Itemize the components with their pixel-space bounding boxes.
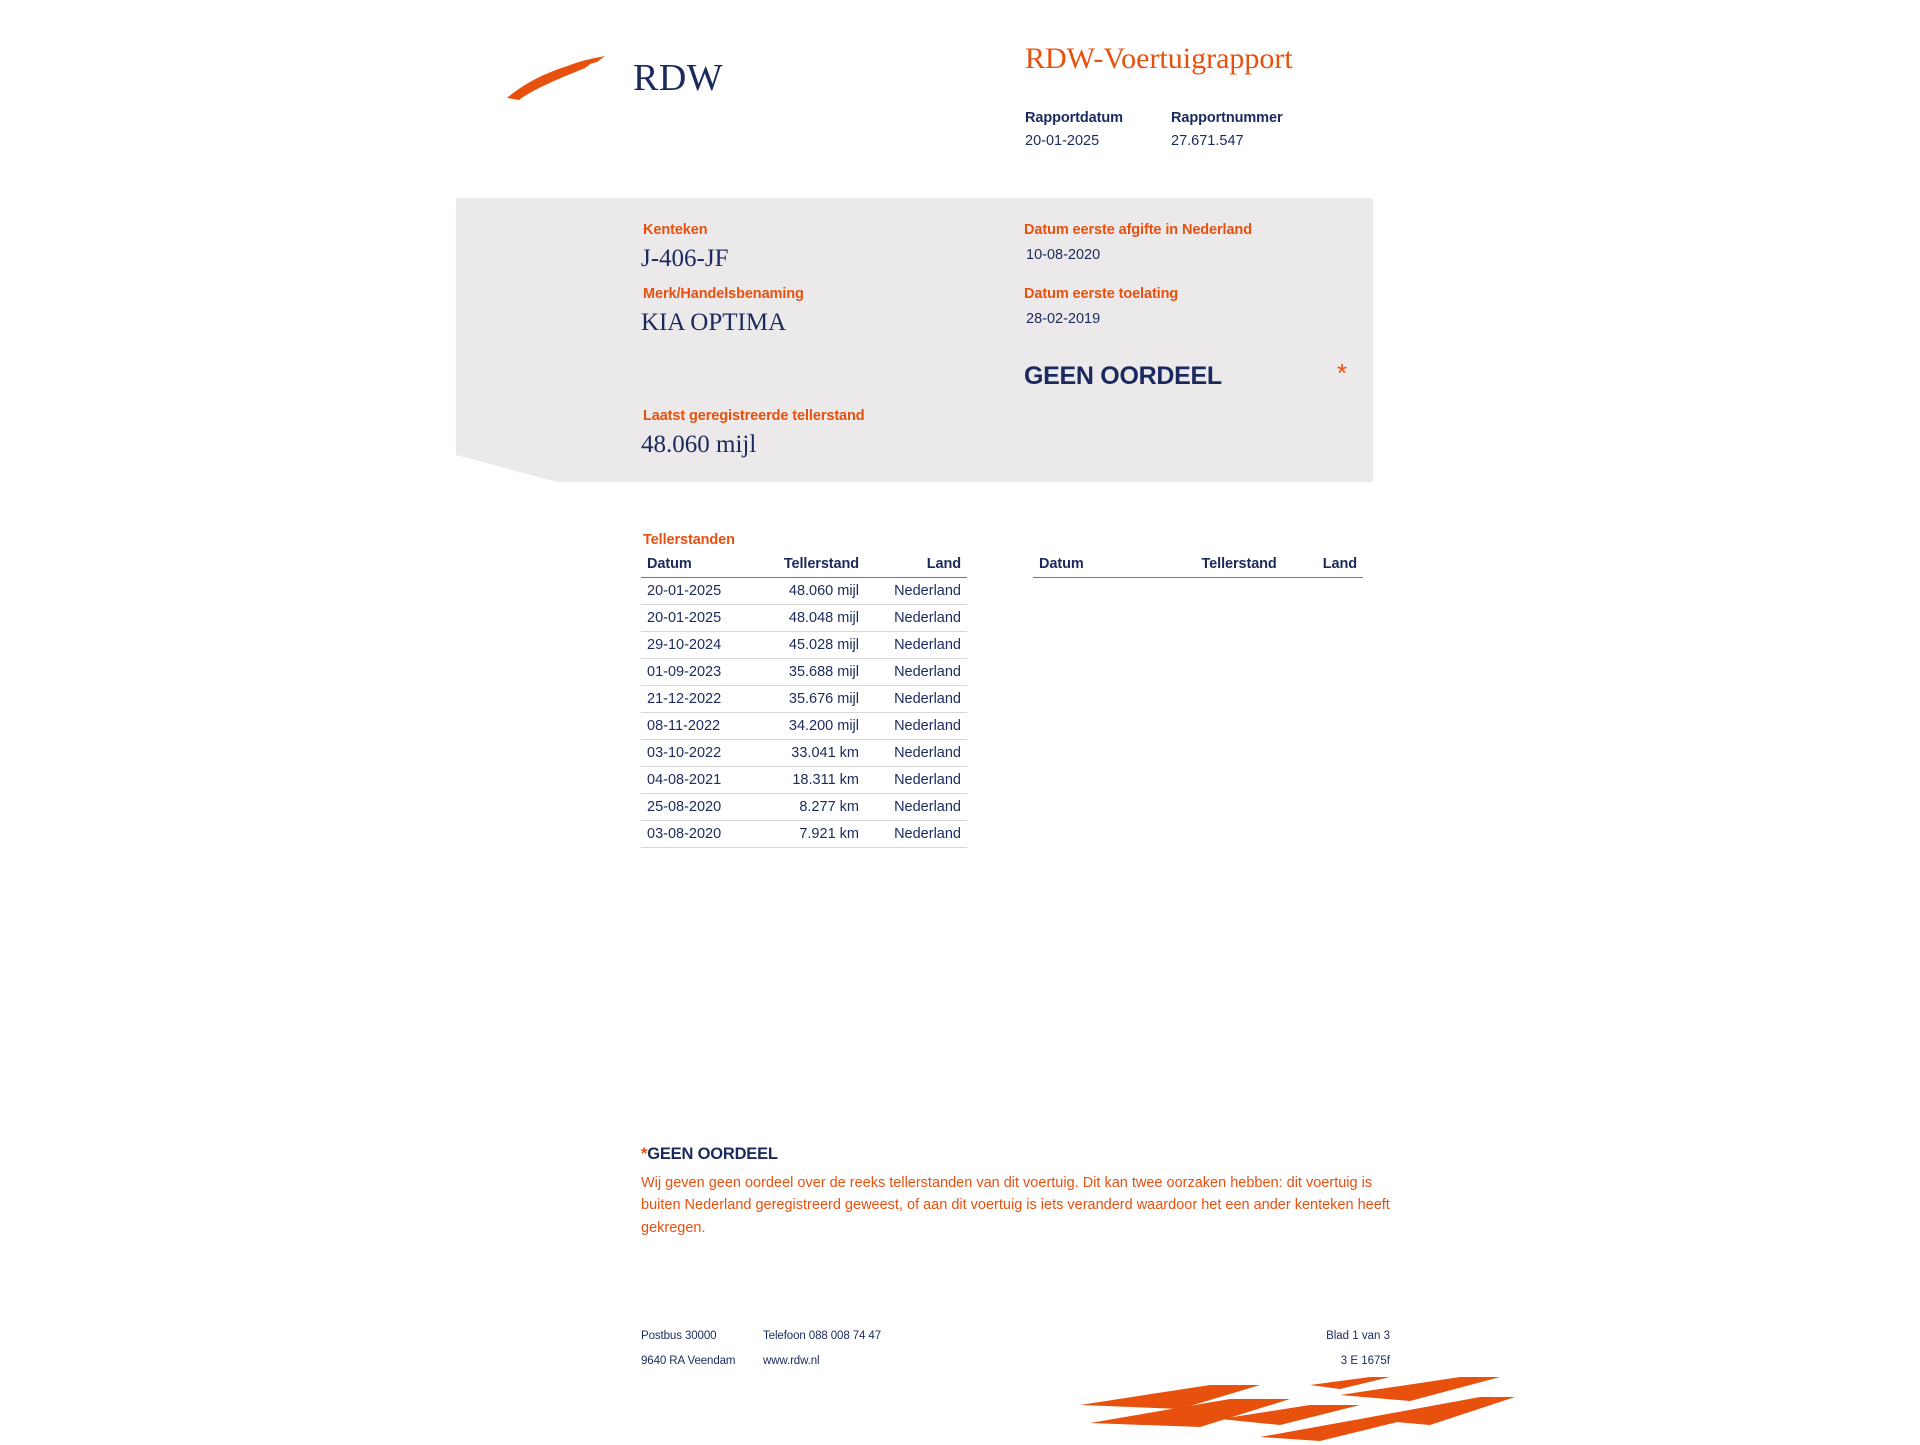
oordeel-badge: GEEN OORDEEL xyxy=(1024,362,1222,390)
table-row xyxy=(641,578,967,605)
table-row xyxy=(641,740,967,767)
report-date-label: Rapportdatum xyxy=(1025,110,1123,126)
column-header-land: Land xyxy=(865,554,967,578)
eerste-toelating-value: 28-02-2019 xyxy=(1026,311,1101,327)
tellerstanden-table-left xyxy=(641,554,967,848)
merk-value: KIA OPTIMA xyxy=(641,309,787,336)
cell-land: Nederland xyxy=(865,821,967,848)
column-header-land: Land xyxy=(1283,554,1363,578)
footer-plaats: 9640 RA Veendam xyxy=(641,1355,736,1367)
cell-datum: 20-01-2025 xyxy=(641,578,752,605)
table-row xyxy=(641,632,967,659)
cell-land: Nederland xyxy=(865,605,967,632)
column-header-tellerstand: Tellerstand xyxy=(752,554,865,578)
cell-tellerstand: 48.048 mijl xyxy=(752,605,865,632)
table-row xyxy=(641,605,967,632)
table-row xyxy=(641,821,967,848)
footer-blad: Blad 1 van 3 xyxy=(1326,1330,1390,1342)
cell-datum: 08-11-2022 xyxy=(641,713,752,740)
table-row xyxy=(641,659,967,686)
cell-datum: 04-08-2021 xyxy=(641,767,752,794)
cell-land: Nederland xyxy=(865,713,967,740)
cell-datum: 21-12-2022 xyxy=(641,686,752,713)
cell-land: Nederland xyxy=(865,632,967,659)
page-footer-right xyxy=(1230,1330,1390,1380)
kenteken-value: J-406-JF xyxy=(641,245,729,272)
footnote-star: * xyxy=(641,1145,648,1163)
footnote-title-text: GEEN OORDEEL xyxy=(647,1145,778,1163)
report-date-block xyxy=(1025,110,1153,149)
tellerstanden-left-body xyxy=(641,578,967,848)
vehicle-summary-panel xyxy=(456,198,1373,482)
cell-tellerstand: 48.060 mijl xyxy=(752,578,865,605)
table-row xyxy=(641,767,967,794)
table-row xyxy=(641,686,967,713)
table-header-row xyxy=(641,554,967,578)
report-number-value: 27.671.547 xyxy=(1171,133,1244,149)
report-date-value: 20-01-2025 xyxy=(1025,133,1100,149)
kenteken-label: Kenteken xyxy=(643,222,708,238)
rdw-logo xyxy=(505,40,805,110)
table-header-row xyxy=(1033,554,1363,578)
oordeel-footnote-marker: * xyxy=(1337,358,1348,388)
laatste-tellerstand-value: 48.060 mijl xyxy=(641,431,757,458)
cell-land: Nederland xyxy=(865,794,967,821)
rdw-logo-icon xyxy=(505,54,615,106)
cell-tellerstand: 18.311 km xyxy=(752,767,865,794)
cell-tellerstand: 33.041 km xyxy=(752,740,865,767)
cell-tellerstand: 35.676 mijl xyxy=(752,686,865,713)
cell-tellerstand: 35.688 mijl xyxy=(752,659,865,686)
eerste-afgifte-value: 10-08-2020 xyxy=(1026,247,1101,263)
footer-postbus: Postbus 30000 xyxy=(641,1330,717,1342)
cell-land: Nederland xyxy=(865,686,967,713)
cell-datum: 29-10-2024 xyxy=(641,632,752,659)
bottom-decorative-graphic xyxy=(1060,1375,1520,1445)
table-row xyxy=(641,794,967,821)
report-number-block xyxy=(1171,110,1283,149)
table-row xyxy=(641,713,967,740)
column-header-datum: Datum xyxy=(1033,554,1131,578)
report-meta xyxy=(1025,110,1283,149)
cell-datum: 03-08-2020 xyxy=(641,821,752,848)
merk-label: Merk/Handelsbenaming xyxy=(643,286,804,302)
report-number-label: Rapportnummer xyxy=(1171,110,1283,126)
cell-land: Nederland xyxy=(865,740,967,767)
cell-land: Nederland xyxy=(865,659,967,686)
footnote xyxy=(641,1145,1401,1239)
footer-code: 3 E 1675f xyxy=(1340,1355,1390,1367)
cell-datum: 20-01-2025 xyxy=(641,605,752,632)
column-header-tellerstand: Tellerstand xyxy=(1131,554,1282,578)
cell-datum: 01-09-2023 xyxy=(641,659,752,686)
cell-land: Nederland xyxy=(865,578,967,605)
footer-telefoon: Telefoon 088 008 74 47 xyxy=(763,1330,882,1342)
cell-datum: 25-08-2020 xyxy=(641,794,752,821)
footnote-body: Wij geven geen oordeel over de reeks tellerstanden van dit voertuig. Dit kan twee oorzaken hebben: dit voertuig is buiten Nederland geregistreerd geweest, of aan dit voertuig is iets veranderd waardoor het een ander kenteken heeft gekregen. xyxy=(641,1175,1390,1236)
cell-tellerstand: 45.028 mijl xyxy=(752,632,865,659)
cell-tellerstand: 34.200 mijl xyxy=(752,713,865,740)
column-header-datum: Datum xyxy=(641,554,752,578)
eerste-toelating-label: Datum eerste toelating xyxy=(1024,286,1179,302)
cell-tellerstand: 8.277 km xyxy=(752,794,865,821)
tellerstanden-table-right xyxy=(1033,554,1363,578)
cell-land: Nederland xyxy=(865,767,967,794)
cell-datum: 03-10-2022 xyxy=(641,740,752,767)
rdw-logo-text: RDW xyxy=(633,57,724,99)
footnote-title xyxy=(641,1145,1401,1164)
cell-tellerstand: 7.921 km xyxy=(752,821,865,848)
report-title: RDW-Voertuigrapport xyxy=(1025,42,1293,75)
tellerstanden-title: Tellerstanden xyxy=(643,532,735,548)
laatste-tellerstand-label: Laatst geregistreerde tellerstand xyxy=(643,408,865,424)
footer-website[interactable]: www.rdw.nl xyxy=(763,1355,820,1367)
eerste-afgifte-label: Datum eerste afgifte in Nederland xyxy=(1024,222,1252,238)
